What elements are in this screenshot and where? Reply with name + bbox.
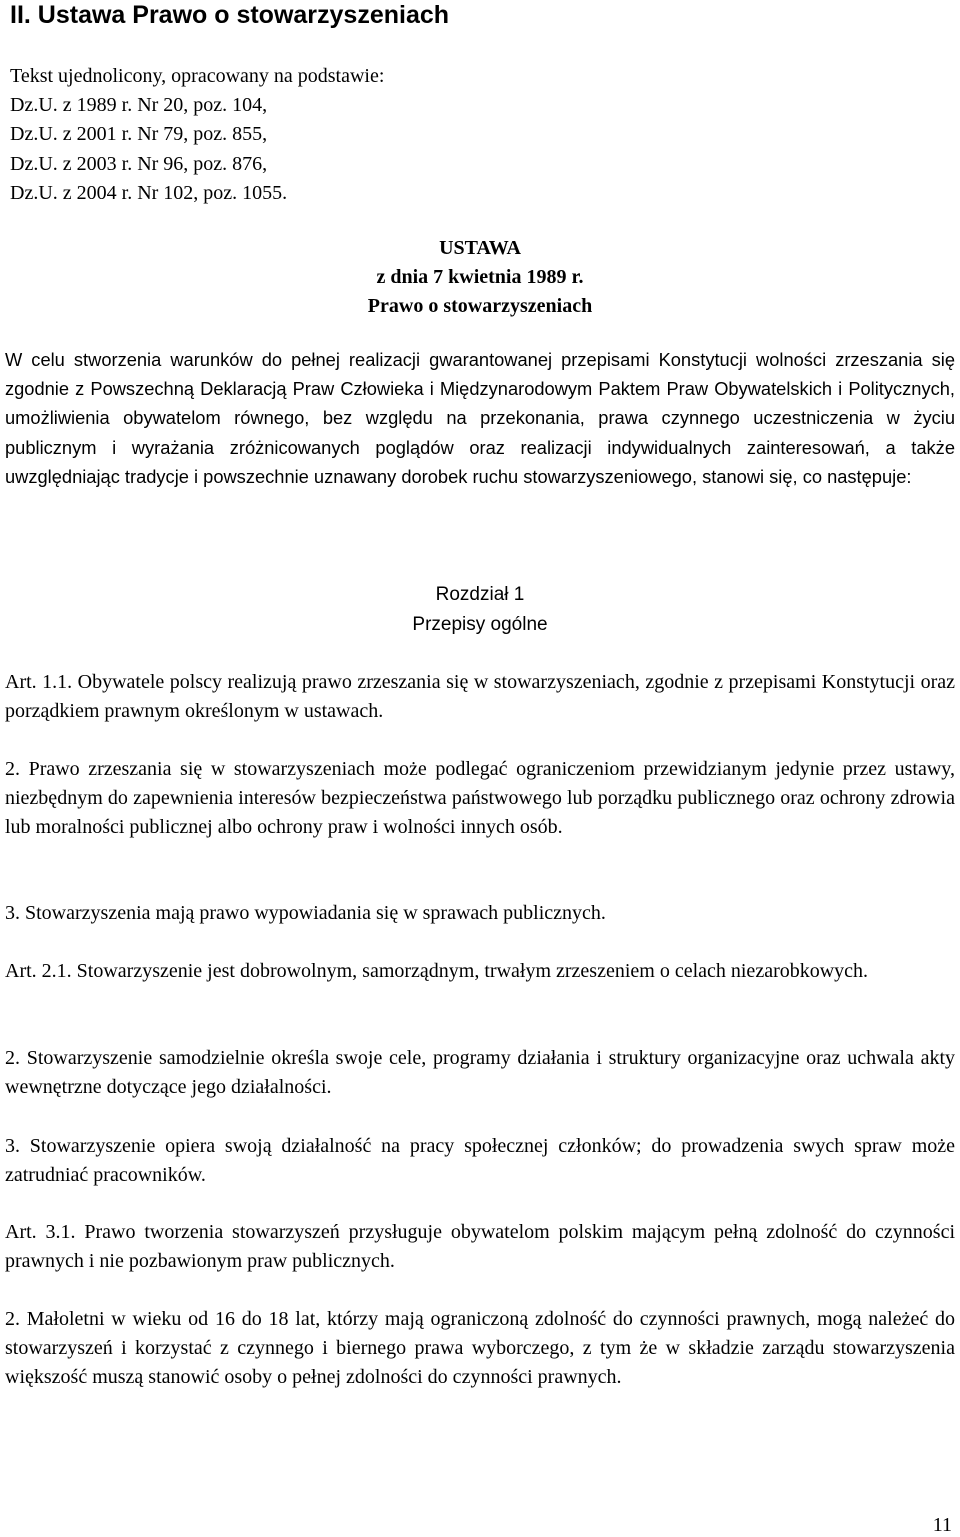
source-line: Dz.U. z 2003 r. Nr 96, poz. 876, bbox=[10, 152, 268, 175]
source-line: Dz.U. z 1989 r. Nr 20, poz. 104, bbox=[10, 94, 268, 117]
part-title: II. Ustawa Prawo o stowarzyszeniach bbox=[10, 1, 450, 29]
chapter-name: Przepisy ogólne bbox=[412, 614, 548, 635]
page-number: 11 bbox=[932, 1514, 952, 1536]
preamble: W celu stworzenia warunków do pełnej realizacji gwarantowanej przepisami Konstytucji wolności zrzeszania się zgodnie z Powszechną Deklaracją Praw Człowieka i Międzynarodowym Paktem Praw Obywatelskich i Politycznych, umożliwienia obywatelom równego, bez względu na przekonania, prawa czynnego uczestniczenia w życiu publicznym i wyrażania zróżnicowanych poglądów oraz realizacji indywidualnych zainteresowań, a także uwzględniając tradycje i powszechnie uznawany dorobek ruchu stowarzyszeniowego, stanowi się, co następuje: bbox=[5, 349, 955, 487]
article-3-paragraph-2: 2. Małoletni w wieku od 16 do 18 lat, którzy mają ograniczoną zdolność do czynności prawnych, mogą należeć do stowarzyszeń i korzystać z czynnego i biernego prawa wyborczego, z tym że w składzie zarządu stowarzyszenia większość muszą stanowić osoby o pełnej zdolności do czynności prawnych. bbox=[5, 1308, 955, 1389]
article-2-paragraph-2: 2. Stowarzyszenie samodzielnie określa swoje cele, programy działania i struktury organizacyjne oraz uchwala akty wewnętrzne dotyczące jego działalności. bbox=[5, 1047, 955, 1099]
article-1-paragraph-3: 3. Stowarzyszenia mają prawo wypowiadania się w sprawach publicznych. bbox=[5, 902, 606, 924]
consolidated-intro: Tekst ujednolicony, opracowany na podstawie: bbox=[10, 65, 385, 87]
act-title: Prawo o stowarzyszeniach bbox=[367, 295, 593, 317]
article-3-paragraph-1: Art. 3.1. Prawo tworzenia stowarzyszeń przysługuje obywatelom polskim mającym pełną zdolność do czynności prawnych i nie pozbawionym praw publicznych. bbox=[5, 1221, 955, 1273]
consolidated-sources bbox=[10, 62, 384, 208]
source-line: Dz.U. z 2001 r. Nr 79, poz. 855, bbox=[10, 123, 268, 146]
article-2-paragraph-1: Art. 2.1. Stowarzyszenie jest dobrowolnym, samorządnym, trwałym zrzeszeniem o celach niezarobkowych. bbox=[5, 960, 869, 982]
article-2-paragraph-3: 3. Stowarzyszenie opiera swoją działalność na pracy społecznej członków; do prowadzenia swych spraw może zatrudniać pracowników. bbox=[5, 1135, 955, 1187]
act-heading: USTAWA bbox=[439, 237, 521, 259]
article-1-paragraph-2: 2. Prawo zrzeszania się w stowarzyszeniach może podlegać ograniczeniom przewidzianym jedynie przez ustawy, niezbędnym do zapewnienia interesów bezpieczeństwa państwowego lub porządku publicznego oraz ochrony zdrowia lub moralności publicznej albo ochrony praw i wolności innych osób. bbox=[5, 758, 955, 839]
article-1-paragraph-1: Art. 1.1. Obywatele polscy realizują prawo zrzeszania się w stowarzyszeniach, zgodnie z przepisami Konstytucji oraz porządkiem prawnym określonym w ustawach. bbox=[5, 671, 955, 723]
chapter-number: Rozdział 1 bbox=[435, 584, 525, 605]
source-line: Dz.U. z 2004 r. Nr 102, poz. 1055. bbox=[10, 181, 288, 204]
act-date: z dnia 7 kwietnia 1989 r. bbox=[376, 266, 584, 288]
